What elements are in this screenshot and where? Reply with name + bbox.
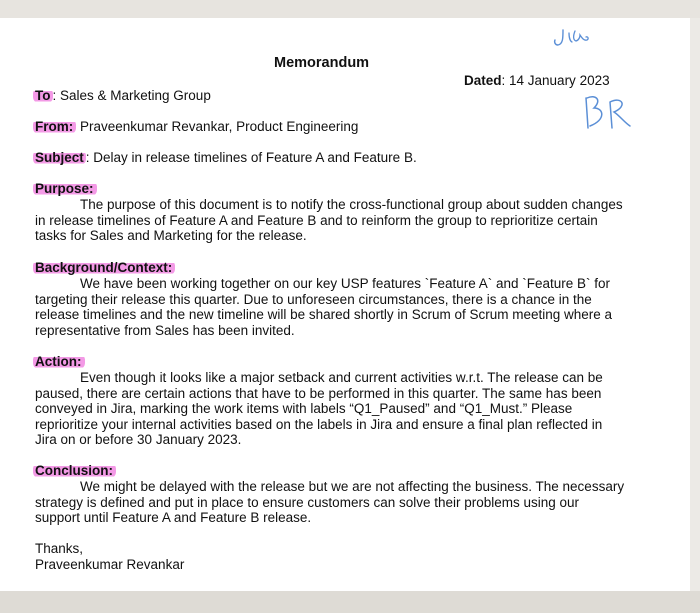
conclusion-label: Conclusion:: [33, 463, 116, 478]
to-value: : Sales & Marketing Group: [52, 88, 211, 103]
to-label: To: [35, 88, 51, 103]
memo-title: Memorandum: [274, 55, 370, 71]
top-background-band: [0, 0, 700, 18]
from-line: [33, 119, 358, 134]
handwritten-initials-br: [582, 92, 634, 132]
from-label: From:: [33, 119, 76, 134]
subject-line: [33, 150, 417, 165]
from-value: Praveenkumar Revankar, Product Engineering: [76, 119, 359, 134]
bottom-background-band: [0, 591, 700, 613]
subject-value: : Delay in release timelines of Feature A and Feature B.: [85, 150, 417, 165]
memo-paper: [0, 18, 690, 591]
conclusion-paragraph: [35, 479, 625, 526]
purpose-paragraph: [35, 197, 625, 244]
right-background-edge: [690, 18, 700, 591]
background-heading: [33, 260, 175, 275]
to-line: [33, 88, 211, 103]
conclusion-heading: [33, 463, 116, 478]
dated-value: : 14 January 2023: [501, 73, 610, 88]
purpose-label: Purpose:: [33, 181, 97, 196]
background-paragraph: [35, 276, 625, 338]
action-label: Action:: [33, 354, 85, 369]
signature-name: Praveenkumar Revankar: [35, 557, 185, 572]
subject-label: Subject: [35, 150, 84, 165]
closing-text: Thanks,: [35, 541, 84, 556]
handwritten-initials-top: [553, 26, 603, 50]
action-paragraph: [35, 370, 625, 448]
background-text: We have been working together on our key USP features `Feature A` and `Feature B` for targeting their release this quarter. Due to unforeseen circumstances, there is a chance in the release timelines and the new timeline will be shared shortly in Scrum of Scrum meeting where a representative from Sales has been invited.: [35, 276, 613, 338]
conclusion-text: We might be delayed with the release but we are not affecting the business. The necessary strategy is defined and put in place to ensure customers can solve their problems using our support until Feature A and Feature B release.: [35, 479, 625, 525]
action-heading: [33, 354, 85, 369]
background-label: Background/Context:: [33, 260, 175, 275]
dated-line: [464, 73, 610, 88]
purpose-text: The purpose of this document is to notify the cross-functional group about sudden changes in release timelines of Feature A and Feature B and to reinform the group to reprioritize certain tasks for Sales and Marketing for the release.: [35, 197, 623, 243]
action-text: Even though it looks like a major setback and current activities w.r.t. The release can be paused, there are certain actions that have to be performed in this quarter. The same has been conveyed in Jira, marking the work items with labels “Q1_Paused” and “Q1_Must.” Please reprioritize your internal activities based on the labels in Jira and ensure a final plan reflected in Jira on or before 30 January 2023.: [35, 370, 603, 447]
purpose-heading: [33, 181, 97, 196]
dated-label: Dated: [464, 73, 502, 88]
